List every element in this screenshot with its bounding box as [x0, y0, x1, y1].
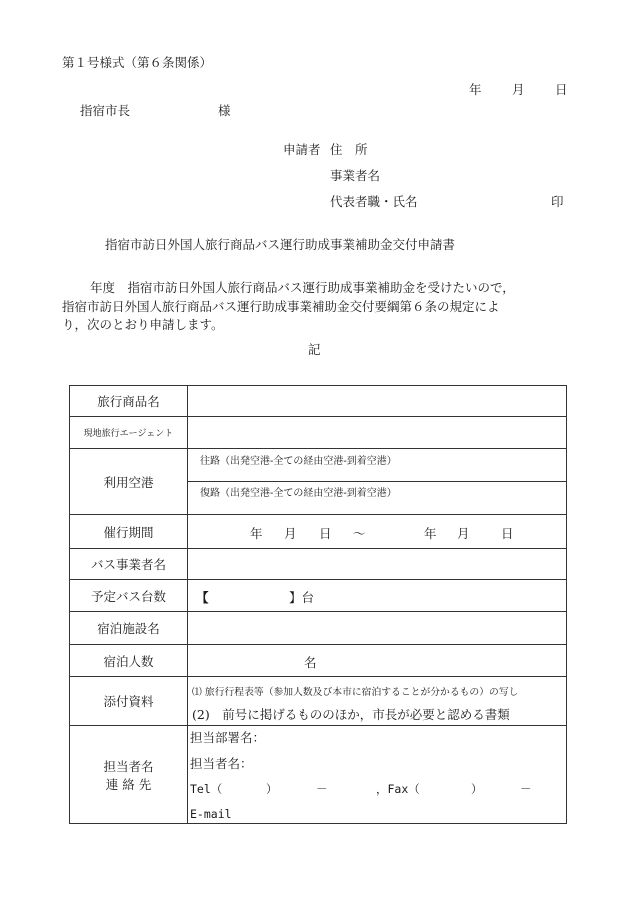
- row-bus-count: [70, 580, 567, 612]
- body-line-1: 年度 指宿市訪日外国人旅行商品バス運行助成事業補助金を受けたいので，: [90, 280, 515, 295]
- addressee: 指宿市長: [80, 103, 131, 118]
- bus-count-field[interactable]: [188, 580, 567, 612]
- tour-name-field[interactable]: [188, 386, 567, 417]
- ki-mark: 記: [308, 342, 321, 357]
- period-start-year: 年: [250, 526, 263, 541]
- form-number: 第１号様式（第６条関係）: [62, 55, 213, 70]
- lodging-count-label: 宿泊人数: [70, 645, 188, 677]
- representative-label: 代表者職・氏名: [330, 194, 418, 209]
- attachments-field: [188, 677, 567, 726]
- email-label: E-mail: [190, 807, 232, 821]
- row-bus-company: [70, 549, 567, 580]
- period-field[interactable]: [188, 515, 567, 549]
- period-end-month: 月: [457, 526, 470, 541]
- date-year-label: 年: [469, 82, 482, 97]
- date-day-label: 日: [555, 82, 568, 97]
- contact-label: [70, 726, 188, 824]
- return-route-label: 復路（出発空港-全ての経由空港-到着空港）: [200, 488, 397, 499]
- bus-company-label: バス事業者名: [70, 549, 188, 580]
- bus-count-label: 予定バス台数: [70, 580, 188, 612]
- contact-field[interactable]: [188, 726, 567, 824]
- bus-company-field[interactable]: [188, 549, 567, 580]
- bus-count-close-bracket: 】台: [289, 590, 315, 605]
- period-separator: ～: [353, 526, 366, 541]
- row-period: [70, 515, 567, 549]
- lodging-facility-field[interactable]: [188, 612, 567, 645]
- lodging-facility-label: 宿泊施設名: [70, 612, 188, 645]
- row-airport: [70, 449, 567, 515]
- row-lodging-count: [70, 645, 567, 677]
- tel-close: ）: [266, 782, 278, 796]
- period-label: 催行期間: [70, 515, 188, 549]
- outbound-route-label: 往路（出発空港-全ての経由空港-到着空港）: [200, 456, 397, 467]
- row-tour-name: [70, 386, 567, 417]
- person-label: 担当者名：: [190, 756, 253, 771]
- fax-dash: －: [520, 782, 532, 796]
- tel-dash: －: [316, 782, 328, 796]
- contact-label-line-1: 担当者名: [103, 758, 154, 774]
- document-title: 指宿市訪日外国人旅行商品バス運行助成事業補助金交付申請書: [105, 237, 456, 252]
- row-contact: [70, 726, 567, 824]
- applicant-address-label: 住 所: [330, 142, 368, 157]
- people-unit: 名: [304, 655, 317, 670]
- local-agent-label: 現地旅行エージェント: [70, 417, 188, 449]
- airport-label: 利用空港: [70, 449, 188, 515]
- row-local-agent: [70, 417, 567, 449]
- application-table: [69, 385, 567, 824]
- attachment-item-2: (2) 前号に掲げるもののほか，市長が必要と認める書類: [192, 707, 510, 722]
- fax-close: ）: [471, 782, 483, 796]
- department-label: 担当部署名：: [190, 730, 266, 745]
- local-agent-field[interactable]: [188, 417, 567, 449]
- applicant-label: 申請者: [283, 142, 321, 157]
- seal-mark: 印: [551, 194, 564, 209]
- tour-name-label: 旅行商品名: [70, 386, 188, 417]
- fax-label: ，Fax（: [376, 782, 420, 796]
- business-name-label: 事業者名: [330, 168, 381, 183]
- row-lodging-facility: [70, 612, 567, 645]
- lodging-count-field[interactable]: [188, 645, 567, 677]
- row-attachments: [70, 677, 567, 726]
- period-start-day: 日: [319, 526, 332, 541]
- body-line-2: 指宿市訪日外国人旅行商品バス運行助成事業補助金交付要綱第６条の規定によ: [62, 299, 500, 314]
- period-end-year: 年: [424, 526, 437, 541]
- body-line-3: り，次のとおり申請します。: [62, 317, 224, 332]
- tel-label: Tel（: [190, 782, 223, 796]
- period-end-day: 日: [501, 526, 514, 541]
- attachments-label: 添付資料: [70, 677, 188, 726]
- period-start-month: 月: [284, 526, 297, 541]
- airport-divider: [188, 481, 566, 482]
- contact-label-line-2: 連 絡 先: [105, 776, 152, 792]
- date-month-label: 月: [512, 82, 525, 97]
- bus-count-open-bracket: 【: [196, 590, 209, 605]
- attachment-item-1: ⑴ 旅行行程表等（参加人数及び本市に宿泊することが分かるもの）の写し: [192, 687, 519, 698]
- airport-field[interactable]: [188, 449, 567, 515]
- addressee-suffix: 様: [218, 103, 231, 118]
